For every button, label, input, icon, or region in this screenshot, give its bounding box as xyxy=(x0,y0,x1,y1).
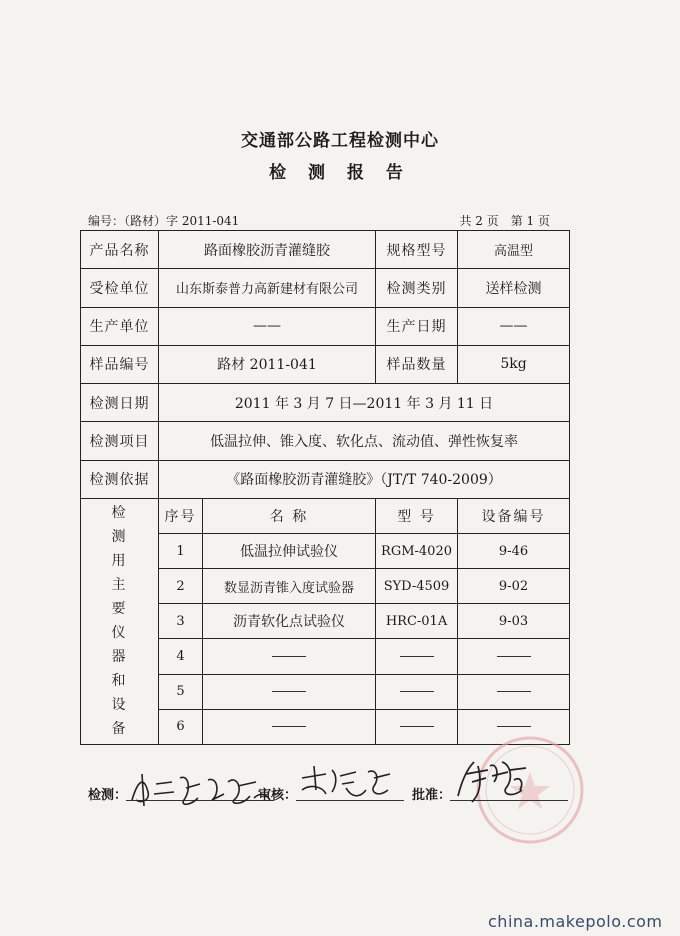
document-number: 编号：（路材）字 2011-041 xyxy=(88,214,240,228)
dash-mark xyxy=(400,691,434,692)
col-header-id: 设备编号 xyxy=(458,498,570,533)
equipment-id: 9-02 xyxy=(458,569,570,604)
dash-mark xyxy=(497,691,531,692)
col-header-no: 序号 xyxy=(159,498,203,533)
value-client: 山东斯泰普力高新建材有限公司 xyxy=(159,269,376,307)
reviewer-label: 审核： xyxy=(258,788,298,803)
row-client xyxy=(81,269,570,307)
equipment-no: 2 xyxy=(159,569,203,604)
equipment-no: 3 xyxy=(159,604,203,639)
value-product-name: 路面橡胶沥青灌缝胶 xyxy=(159,231,376,269)
dash-mark xyxy=(400,656,434,657)
col-header-name: 名 称 xyxy=(203,498,376,533)
label-sample-no: 样品编号 xyxy=(81,345,159,383)
row-basis xyxy=(81,460,570,498)
page-info: 共 2 页 第 1 页 xyxy=(459,214,550,228)
approver-signature xyxy=(452,756,532,808)
label-client: 受检单位 xyxy=(81,269,159,307)
reviewer-signature xyxy=(296,764,396,808)
label-spec: 规格型号 xyxy=(376,231,458,269)
report-table xyxy=(80,230,570,745)
equipment-name: 低温拉伸试验仪 xyxy=(203,534,376,569)
row-product xyxy=(81,231,570,269)
dash-mark xyxy=(497,656,531,657)
equipment-no: 5 xyxy=(159,674,203,709)
equipment-no: 6 xyxy=(159,709,203,744)
equipment-model-empty xyxy=(376,639,458,674)
equipment-id: 9-03 xyxy=(458,604,570,639)
label-sample-qty: 样品数量 xyxy=(376,345,458,383)
signature-row xyxy=(0,770,680,830)
label-product-name: 产品名称 xyxy=(81,231,159,269)
row-test-items xyxy=(81,422,570,460)
value-basis: 《路面橡胶沥青灌缝胶》（JT/T 740-2009） xyxy=(159,460,570,498)
equipment-name-empty xyxy=(203,709,376,744)
label-test-items: 检测项目 xyxy=(81,422,159,460)
equipment-header-row xyxy=(81,498,570,533)
equipment-no: 4 xyxy=(159,639,203,674)
equipment-section-label: 检 测 用 主 要 仪 器 和 设 备 xyxy=(81,498,159,744)
dash-mark xyxy=(400,726,434,727)
value-sample-qty: 5kg xyxy=(458,345,570,383)
value-test-items: 低温拉伸、锥入度、软化点、流动值、弹性恢复率 xyxy=(159,422,570,460)
equipment-name-empty xyxy=(203,639,376,674)
value-test-type: 送样检测 xyxy=(458,269,570,307)
label-test-type: 检测类别 xyxy=(376,269,458,307)
value-test-date: 2011 年 3 月 7 日—2011 年 3 月 11 日 xyxy=(159,384,570,422)
equipment-name: 数显沥青锥入度试验器 xyxy=(203,569,376,604)
equipment-id: 9-46 xyxy=(458,534,570,569)
label-basis: 检测依据 xyxy=(81,460,159,498)
dash-mark xyxy=(497,726,531,727)
equipment-no: 1 xyxy=(159,534,203,569)
label-prod-date: 生产日期 xyxy=(376,307,458,345)
row-test-date xyxy=(81,384,570,422)
equipment-model-empty xyxy=(376,709,458,744)
dash-mark xyxy=(272,691,306,692)
label-test-date: 检测日期 xyxy=(81,384,159,422)
row-sample xyxy=(81,345,570,383)
value-sample-no: 路材 2011-041 xyxy=(159,345,376,383)
organization-name: 交通部公路工程检测中心 xyxy=(241,131,439,151)
equipment-name: 沥青软化点试验仪 xyxy=(203,604,376,639)
equipment-id-empty xyxy=(458,639,570,674)
dash-mark xyxy=(272,656,306,657)
value-prod-date: —— xyxy=(458,307,570,345)
equipment-name-empty xyxy=(203,674,376,709)
watermark-text: china.makepolo.com xyxy=(488,912,663,931)
equipment-model: HRC-01A xyxy=(376,604,458,639)
approver-label: 批准： xyxy=(412,788,452,803)
col-header-model: 型 号 xyxy=(376,498,458,533)
tester-label: 检测： xyxy=(88,788,128,803)
value-producer: —— xyxy=(159,307,376,345)
row-producer xyxy=(81,307,570,345)
value-spec: 高温型 xyxy=(458,231,570,269)
equipment-model: RGM-4020 xyxy=(376,534,458,569)
equipment-model-empty xyxy=(376,674,458,709)
dash-mark xyxy=(272,726,306,727)
equipment-model: SYD-4509 xyxy=(376,569,458,604)
tester-signature xyxy=(128,770,276,810)
report-title: 检 测 报 告 xyxy=(269,163,411,183)
equipment-id-empty xyxy=(458,674,570,709)
label-producer: 生产单位 xyxy=(81,307,159,345)
